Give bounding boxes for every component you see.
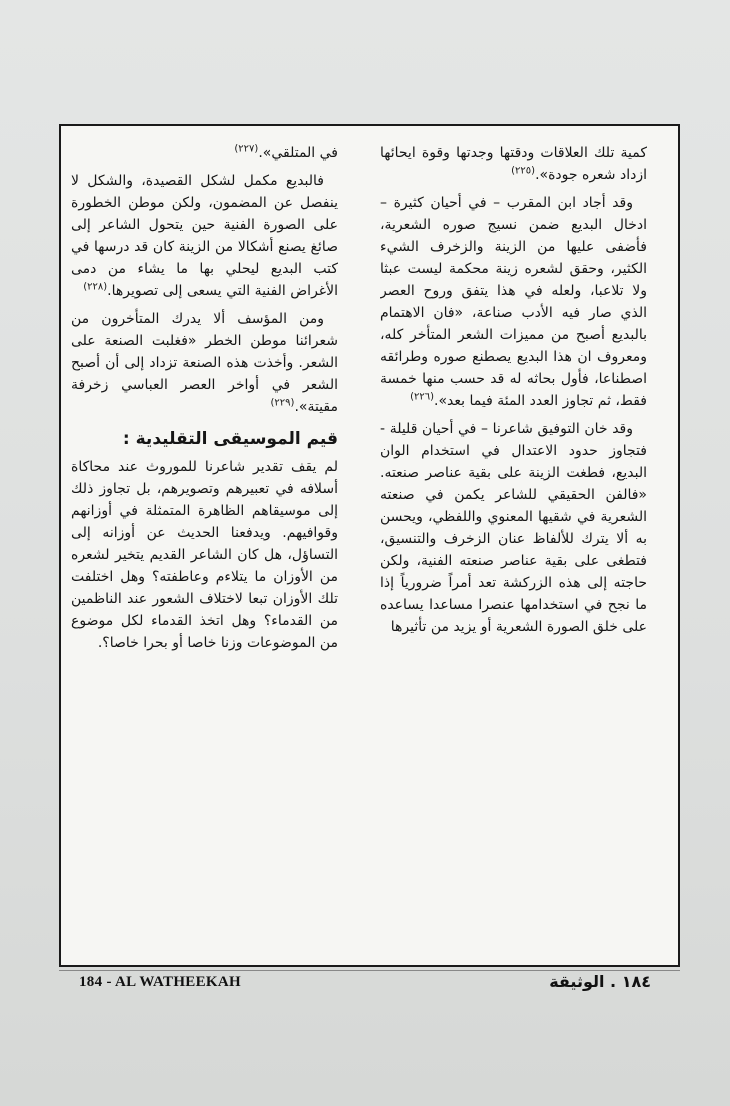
right-column: [380, 142, 647, 954]
footer-page-label-arabic: ١٨٤ . الوثيقة: [549, 972, 651, 991]
paragraph: [380, 418, 647, 638]
left-column: [71, 142, 338, 954]
footer-rule: [59, 970, 680, 971]
paragraph-text: في المتلقي».: [258, 145, 338, 161]
paragraph: [71, 456, 338, 654]
footer-page-label-latin: 184 - AL WATHEEKAH: [79, 974, 241, 990]
footnote-ref: (٢٢٧): [234, 143, 259, 155]
paragraph-text: لم يقف تقدير شاعرنا للموروث عند محاكاة أسلافه في تعبيرهم وتصويرهم، بل تجاوز ذلك إلى موسيقاهم الظاهرة المتمثلة في أوزانهم وقوافيهم. ويدفعنا الحديث عن أوزانه إلى التساؤل، هل كان الشاعر القديم يتخير لشعره من الأوزان ما يتلاءم وعاطفته؟ وهل اختلفت تلك الأوزان تبعا لاختلاف الشعور عند الناظمين من القدماء؟ وهل اتخذ القدماء لكل موضوع من الموضوعات وزنا خاصا أو بحرا خاصا؟.: [71, 459, 338, 651]
paragraph-text: وقد خان التوفيق شاعرنا – في أحيان قليلة - فتجاوز حدود الاعتدال في استخدام الوان البديع، فطغت الزينة على بقية عناصر صنعته. «فالفن الحقيقي للشاعر يكمن في صنعته الشعرية في شقيها المعنوي واللفظي، ويحسن به ألا يترك للألفاظ عنان الزخرف والتنسيق، فتطغى على بقية عناصر صنعته الفنية، ولكن حاجته إلى هذه الزركشة تعد أمراً ضرورياً إذا ما نجح في استخدامها عنصرا مساعدا يساعده على خلق الصورة الشعرية أو يزيد من تأثيرها: [380, 421, 647, 635]
paragraph: [380, 142, 647, 186]
paragraph: [380, 192, 647, 412]
paragraph-text: وقد أجاد ابن المقرب – في أحيان كثيرة – ادخال البديع ضمن نسيج صوره الشعرية، فأضفى عليها من الزينة والزخرف الشيء الكثير، وحقق لشعره زينة محكمة ليست عبثا ولا تلاعبا، ولعله في هذا يتفق وروح العصر الذي صار فيه الأدب صناعة، «فان الاهتمام بالبديع أصبح من مميزات الشعر المتأخر كله، ومعروف ان هذا البديع يصطنع صوره وطرائقه اصطناعا، فأول بحاثه له قد حسب منها خمسة فقط، ثم تجاوز العدد المئة فيما بعد».: [380, 195, 647, 409]
paragraph-text: ومن المؤسف ألا يدرك المتأخرون من شعرائنا موطن الخطر «فغلبت الصنعة على الشعر. وأخذت هذه الصنعة تزداد إلى أن أصبح الشعر في أواخر العصر العباسي زخرفة مقيتة».: [71, 311, 338, 415]
paragraph-text: كمية تلك العلاقات ودقتها وجدتها وقوة ايحائها ازداد شعره جودة».: [380, 145, 647, 183]
section-heading: قيم الموسيقى التقليدية :: [122, 429, 338, 449]
footnote-ref: (٢٢٩): [270, 397, 295, 409]
footnote-ref: (٢٢٦): [410, 391, 435, 403]
paragraph: [71, 142, 338, 164]
footnote-ref: (٢٢٥): [511, 165, 536, 177]
paragraph: [71, 308, 338, 418]
footnote-ref: (٢٢٨): [83, 281, 108, 293]
paragraph-text: فالبديع مكمل لشكل القصيدة، والشكل لا ينفصل عن المضمون، ولكن موطن الخطورة على الصورة الفنية حين يتحول الشاعر إلى صائغ يصنع أشكالا من الزينة كان قد درسها في كتب البديع ليحلي بها ما يشاء من دمى الأغراض الفنية التي يسعى إلى تصويرها.: [71, 173, 338, 299]
paragraph: [71, 170, 338, 302]
